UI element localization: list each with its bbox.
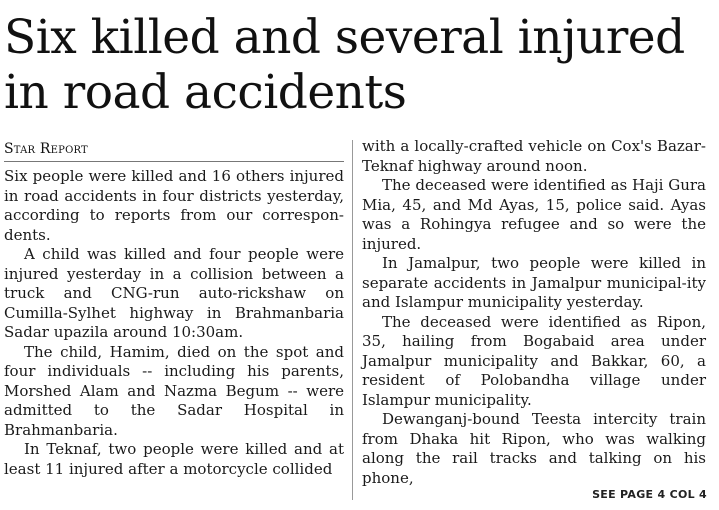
article-column-right	[362, 137, 706, 488]
paragraph: The deceased were identified as Ripon, 35, hailing from Bogabaid area under Jamalpur municipality and Bakkar, 60, a resident of Polobandha village under Islampur municipality.	[362, 312, 706, 409]
paragraph: Dewanganj-bound Teesta intercity train from Dhaka hit Ripon, who was walking along the rail tracks and talking on his phone,	[362, 410, 706, 487]
article-column-left	[4, 137, 344, 479]
column-divider	[352, 140, 353, 500]
continuation-jump-line: SEE PAGE 4 COL 4	[592, 488, 707, 501]
paragraph: The child, Hamim, died on the spot and four individuals -- including his parents, Morshed Alam and Nazma Begum -- were admitted to the Sadar Hospital in Brahmanbaria.	[4, 342, 344, 439]
paragraph: Six people were killed and 16 others injured in road accidents in four districts yesterday, according to reports from our correspon-dents.	[4, 167, 344, 244]
headline-line-2: in road accidents	[4, 65, 407, 120]
paragraph: with a locally-crafted vehicle on Cox's Bazar-Teknaf highway around noon.	[362, 137, 706, 175]
paragraph: The deceased were identified as Haji Gura Mia, 45, and Md Ayas, 15, police said. Ayas was a Rohingya refugee and so were the injured.	[362, 176, 706, 253]
headline-line-1: Six killed and several injured	[4, 10, 685, 65]
byline: Star Report	[4, 139, 344, 162]
headline	[4, 10, 716, 120]
paragraph: A child was killed and four people were injured yesterday in a collision between a truck and CNG-run auto-rickshaw on Cumilla-Sylhet highway in Brahmanbaria Sadar upazila around 10:30am.	[4, 245, 344, 341]
paragraph: In Jamalpur, two people were killed in separate accidents in Jamalpur municipal-ity and Islampur municipality yesterday.	[362, 254, 706, 311]
paragraph: In Teknaf, two people were killed and at least 11 injured after a motorcycle collided	[4, 440, 344, 478]
